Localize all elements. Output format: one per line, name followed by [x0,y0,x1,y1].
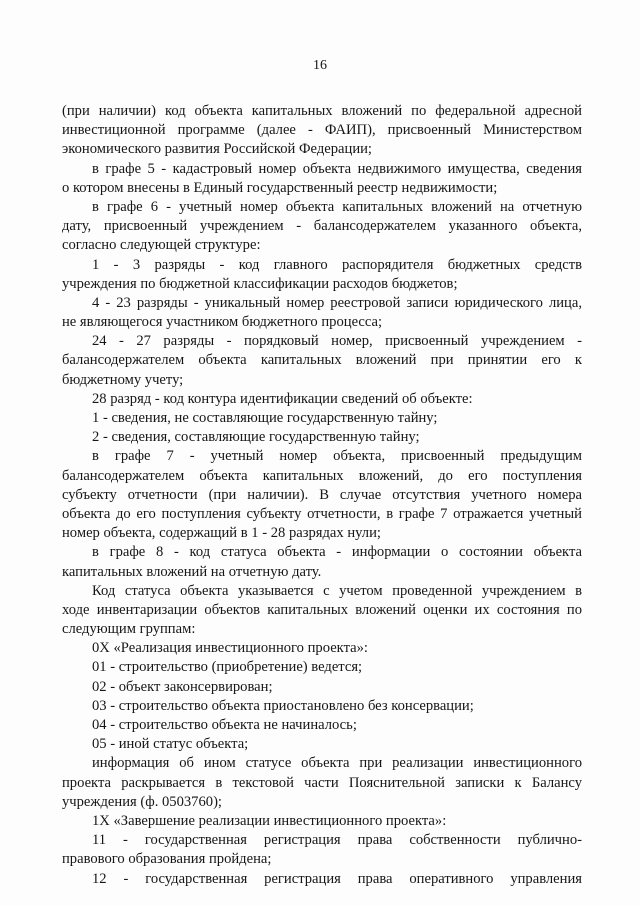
text-line: 04 - строительство объекта не начиналось; [92,717,357,733]
text-line: 0Х «Реализация инвестиционного проекта»: [92,640,368,657]
text-line: 11 - государственная регистрация права собственности публично- [92,832,582,849]
text-line: информация об ином статусе объекта при реализации инвестиционного [92,755,582,772]
text-line: 01 - строительство (приобретение) ведется; [92,659,363,676]
text-line: согласно следующей структуре: [62,237,261,254]
text-line: балансодержателем объекта капитальных вложений при принятии его к [62,352,582,369]
text-line: 05 - иной статус объекта; [92,736,249,753]
text-line: 12 - государственная регистрация права оперативного управления [92,870,582,887]
text-line: 1 - 3 разряды - код главного распорядителя бюджетных средств [92,256,582,273]
text-line: номер объекта, содержащий в 1 - 28 разрядах нули; [62,525,381,542]
text-line: в графе 6 - учетный номер объекта капитальных вложений на отчетную [92,198,582,215]
text-line: в графе 7 - учетный номер объекта, присвоенный предыдущим [92,448,582,465]
text-line: экономического развития Российской Федерации; [62,141,372,158]
text-line: учреждения (ф. 0503760); [62,793,222,810]
text-line: объекта до его поступления субъекту отчетности, в графе 7 отражается учетный [62,505,582,522]
text-line: правового образования пройдена; [62,851,272,868]
text-line: дату, присвоенный учреждением - балансодержателем указанного объекта, [62,218,582,235]
text-line: Код статуса объекта указывается с учетом проведенной учреждением в [92,582,582,599]
text-line: (при наличии) код объекта капитальных вложений по федеральной адресной [62,103,582,119]
text-line: ходе инвентаризации объектов капитальных вложений оценки их состояния по [62,601,582,618]
text-line: учреждения по бюджетной классификации расходов бюджетов; [62,275,458,292]
text-line: в графе 8 - код статуса объекта - информации о состоянии объекта [92,544,582,561]
text-line: 1 - сведения, не составляющие государственную тайну; [92,410,438,426]
text-line: балансодержателем объекта капитальных вложений, до его поступления [62,467,582,484]
text-line: в графе 5 - кадастровый номер объекта недвижимого имущества, сведения [92,160,582,177]
text-line: субъекту отчетности (при наличии). В случае отсутствия учетного номера [62,486,582,503]
text-line: 2 - сведения, составляющие государственную тайну; [92,429,420,446]
page-number: 16 [313,58,327,73]
body-text [62,102,582,889]
text-line: капитальных вложений на отчетную дату. [62,563,322,580]
text-line: 4 - 23 разряды - уникальный номер реестровой записи юридического лица, [92,294,582,311]
text-line: 28 разряд - код контура идентификации сведений об объекте: [92,390,473,407]
text-line: 24 - 27 разряды - порядковый номер, присвоенный учреждением - [92,333,582,350]
text-line: инвестиционной программе (далее - ФАИП), присвоенный Министерством [62,122,582,139]
text-line: 03 - строительство объекта приостановлено без консервации; [92,697,474,714]
text-line: следующим группам: [62,621,196,638]
text-line: бюджетному учету; [62,371,184,388]
text-line: не являющегося участником бюджетного процесса; [62,314,383,331]
text-line: 02 - объект законсервирован; [92,678,273,695]
text-line: 1Х «Завершение реализации инвестиционного проекта»: [92,812,447,829]
text-line: о котором внесены в Единый государственный реестр недвижимости; [62,179,498,196]
text-line: проекта раскрывается в текстовой части Пояснительной записки к Балансу [62,774,582,791]
